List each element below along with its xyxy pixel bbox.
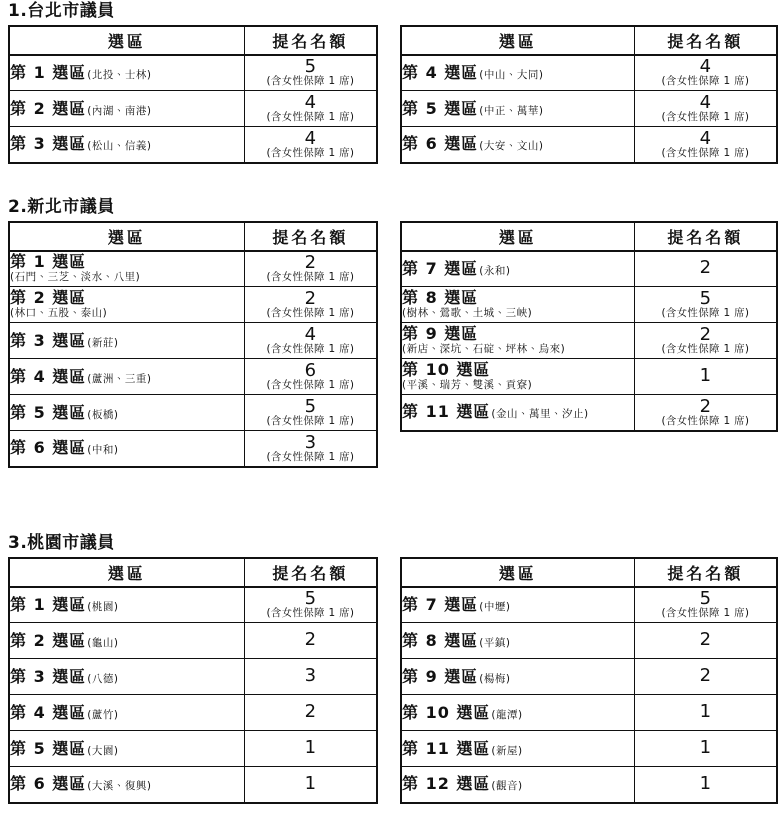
district-label: 第 11 選區: [402, 738, 491, 758]
quota-cell: [634, 767, 777, 803]
quota-number: 4: [699, 56, 712, 78]
table-row: [9, 767, 377, 803]
quota-cell: [244, 659, 377, 695]
column-header-quota: 提名名額: [634, 222, 777, 251]
female-quota-note: (含女性保障 1 席): [266, 110, 355, 123]
district-areas: (龍潭): [491, 708, 523, 721]
district-areas: (中和): [87, 444, 119, 457]
female-quota-note: (含女性保障 1 席): [266, 378, 355, 391]
quota-number: 6: [304, 360, 317, 382]
column-header-quota: 提名名額: [634, 558, 777, 587]
quota-cell: [634, 287, 777, 323]
section-title: 1.台北市議員: [8, 1, 115, 21]
quota-number: 2: [304, 701, 317, 723]
district-areas: (大溪、復興): [87, 780, 152, 793]
district-areas: (蘆洲、三重): [87, 372, 152, 385]
quota-table-taoyuan-right: [400, 557, 778, 804]
district-cell: [9, 395, 244, 431]
quota-cell: [634, 623, 777, 659]
district-label: 第 1 選區: [10, 252, 87, 272]
table-row: [9, 55, 377, 91]
quota-number: 3: [304, 431, 317, 453]
district-cell: [401, 659, 634, 695]
district-cell: [401, 127, 634, 163]
district-cell: [9, 251, 244, 287]
table-row: [401, 287, 777, 323]
table-row: [9, 91, 377, 127]
quota-cell: [634, 695, 777, 731]
quota-cell: [244, 55, 377, 91]
district-cell: [401, 91, 634, 127]
quota-number: 1: [699, 772, 712, 794]
table-row: [9, 287, 377, 323]
district-areas: (觀音): [491, 780, 523, 793]
district-areas: (松山、信義): [87, 140, 152, 153]
quota-cell: [634, 91, 777, 127]
district-label: 第 8 選區: [402, 630, 479, 650]
column-header-district: 選區: [401, 558, 634, 587]
column-header-district: 選區: [9, 558, 244, 587]
table-header-row: [9, 558, 377, 587]
district-areas: (平溪、瑞芳、雙溪、貢寮): [402, 379, 533, 392]
table-row: [9, 659, 377, 695]
district-areas: (內湖、南港): [87, 104, 152, 117]
district-label: 第 6 選區: [402, 134, 479, 154]
column-header-quota: 提名名額: [244, 558, 377, 587]
district-areas: (蘆竹): [87, 708, 119, 721]
district-areas: (桃園): [87, 600, 119, 613]
section-taipei: [0, 0, 783, 159]
quota-number: 2: [699, 629, 712, 651]
column-header-district: 選區: [9, 222, 244, 251]
table-row: [9, 395, 377, 431]
tables-row: [0, 221, 783, 463]
table-row: [401, 395, 777, 431]
table-row: [9, 323, 377, 359]
quota-cell: [244, 767, 377, 803]
quota-cell: [244, 695, 377, 731]
district-areas: (中山、大同): [479, 68, 544, 81]
quota-number: 1: [699, 365, 712, 387]
district-cell: [401, 55, 634, 91]
district-label: 第 5 選區: [10, 402, 87, 422]
district-areas: (新莊): [87, 336, 119, 349]
quota-number: 5: [304, 588, 317, 610]
female-quota-note: (含女性保障 1 席): [661, 306, 750, 319]
quota-number: 5: [699, 288, 712, 310]
district-cell: [9, 287, 244, 323]
district-areas: (北投、士林): [87, 68, 152, 81]
district-cell: [9, 659, 244, 695]
quota-cell: [244, 731, 377, 767]
table-row: [9, 251, 377, 287]
quota-number: 4: [699, 92, 712, 114]
district-label: 第 9 選區: [402, 324, 479, 344]
district-areas: (平鎮): [479, 636, 511, 649]
quota-number: 4: [304, 127, 317, 149]
district-areas: (板橋): [87, 408, 119, 421]
column-header-quota: 提名名額: [634, 26, 777, 55]
district-label: 第 10 選區: [402, 702, 491, 722]
table-row: [401, 695, 777, 731]
female-quota-note: (含女性保障 1 席): [266, 271, 355, 284]
district-areas: (林口、五股、泰山): [10, 307, 108, 320]
district-cell: [9, 587, 244, 623]
female-quota-note: (含女性保障 1 席): [266, 306, 355, 319]
quota-number: 5: [699, 588, 712, 610]
quota-number: 5: [304, 396, 317, 418]
female-quota-note: (含女性保障 1 席): [661, 607, 750, 620]
table-row: [401, 251, 777, 287]
quota-cell: [634, 731, 777, 767]
district-cell: [401, 323, 634, 359]
quota-number: 1: [699, 701, 712, 723]
district-cell: [401, 695, 634, 731]
quota-number: 4: [304, 324, 317, 346]
district-label: 第 4 選區: [10, 702, 87, 722]
quota-number: 2: [304, 252, 317, 274]
female-quota-note: (含女性保障 1 席): [661, 414, 750, 427]
table-row: [9, 695, 377, 731]
table-header-row: [401, 222, 777, 251]
quota-cell: [634, 587, 777, 623]
district-cell: [401, 287, 634, 323]
quota-cell: [634, 251, 777, 287]
table-row: [401, 55, 777, 91]
column-header-district: 選區: [401, 26, 634, 55]
district-cell: [401, 767, 634, 803]
female-quota-note: (含女性保障 1 席): [661, 75, 750, 88]
district-label: 第 7 選區: [402, 594, 479, 614]
district-areas: (龜山): [87, 636, 119, 649]
district-label: 第 5 選區: [402, 98, 479, 118]
district-label: 第 10 選區: [402, 360, 491, 380]
quota-number: 5: [304, 56, 317, 78]
table-header-row: [9, 222, 377, 251]
section-title: 3.桃園市議員: [8, 533, 115, 553]
district-areas: (樹林、鶯歌、土城、三峽): [402, 307, 533, 320]
female-quota-note: (含女性保障 1 席): [266, 146, 355, 159]
column-header-quota: 提名名額: [244, 222, 377, 251]
table-header-row: [401, 558, 777, 587]
female-quota-note: (含女性保障 1 席): [266, 342, 355, 355]
quota-table-new-taipei-right: [400, 221, 778, 432]
district-cell: [9, 127, 244, 163]
female-quota-note: (含女性保障 1 席): [266, 75, 355, 88]
district-areas: (楊梅): [479, 672, 511, 685]
section-title: 2.新北市議員: [8, 197, 115, 217]
table-row: [9, 623, 377, 659]
quota-number: 4: [304, 92, 317, 114]
quota-number: 2: [304, 288, 317, 310]
district-label: 第 5 選區: [10, 738, 87, 758]
table-row: [401, 767, 777, 803]
female-quota-note: (含女性保障 1 席): [266, 607, 355, 620]
district-cell: [401, 623, 634, 659]
table-row: [9, 127, 377, 163]
district-label: 第 6 選區: [10, 438, 87, 458]
quota-cell: [244, 323, 377, 359]
district-label: 第 2 選區: [10, 98, 87, 118]
district-label: 第 3 選區: [10, 330, 87, 350]
quota-number: 1: [304, 772, 317, 794]
table-header-row: [9, 26, 377, 55]
table-header-row: [401, 26, 777, 55]
district-cell: [9, 623, 244, 659]
district-label: 第 11 選區: [402, 402, 491, 422]
quota-cell: [634, 55, 777, 91]
quota-number: 2: [699, 665, 712, 687]
district-label: 第 8 選區: [402, 288, 479, 308]
district-label: 第 4 選區: [10, 366, 87, 386]
table-row: [401, 623, 777, 659]
district-cell: [401, 359, 634, 395]
table-row: [401, 91, 777, 127]
quota-number: 2: [699, 324, 712, 346]
district-label: 第 3 選區: [10, 666, 87, 686]
female-quota-note: (含女性保障 1 席): [661, 146, 750, 159]
table-row: [401, 587, 777, 623]
district-cell: [9, 731, 244, 767]
district-areas: (金山、萬里、汐止): [491, 408, 589, 421]
quota-cell: [244, 623, 377, 659]
quota-number: 2: [699, 257, 712, 279]
quota-number: 2: [699, 395, 712, 417]
district-label: 第 6 選區: [10, 774, 87, 794]
quota-cell: [634, 659, 777, 695]
female-quota-note: (含女性保障 1 席): [661, 110, 750, 123]
district-label: 第 1 選區: [10, 62, 87, 82]
district-areas: (八德): [87, 672, 119, 685]
quota-cell: [244, 395, 377, 431]
district-areas: (大安、文山): [479, 140, 544, 153]
district-areas: (新店、深坑、石碇、坪林、烏來): [402, 343, 566, 356]
district-cell: [9, 359, 244, 395]
district-areas: (新屋): [491, 744, 523, 757]
table-row: [401, 731, 777, 767]
quota-cell: [634, 127, 777, 163]
table-row: [9, 587, 377, 623]
district-cell: [401, 587, 634, 623]
district-cell: [401, 731, 634, 767]
female-quota-note: (含女性保障 1 席): [266, 450, 355, 463]
district-cell: [9, 431, 244, 467]
district-areas: (石門、三芝、淡水、八里): [10, 271, 141, 284]
table-row: [9, 731, 377, 767]
female-quota-note: (含女性保障 1 席): [266, 414, 355, 427]
district-label: 第 7 選區: [402, 258, 479, 278]
district-cell: [401, 251, 634, 287]
district-label: 第 2 選區: [10, 630, 87, 650]
table-row: [9, 359, 377, 395]
district-label: 第 3 選區: [10, 134, 87, 154]
table-row: [401, 659, 777, 695]
quota-number: 4: [699, 127, 712, 149]
table-row: [9, 431, 377, 467]
district-cell: [401, 395, 634, 431]
column-header-district: 選區: [9, 26, 244, 55]
quota-cell: [634, 395, 777, 431]
quota-table-taoyuan-left: [8, 557, 378, 804]
quota-cell: [244, 431, 377, 467]
district-cell: [9, 767, 244, 803]
table-row: [401, 127, 777, 163]
quota-cell: [244, 127, 377, 163]
district-areas: (永和): [479, 264, 511, 277]
quota-cell: [244, 359, 377, 395]
quota-cell: [244, 251, 377, 287]
district-label: 第 9 選區: [402, 666, 479, 686]
tables-row: [0, 25, 783, 159]
column-header-quota: 提名名額: [244, 26, 377, 55]
quota-table-taipei-right: [400, 25, 778, 164]
section-taoyuan: [0, 532, 783, 794]
district-label: 第 12 選區: [402, 774, 491, 794]
table-row: [401, 323, 777, 359]
district-cell: [9, 695, 244, 731]
quota-number: 2: [304, 629, 317, 651]
district-cell: [9, 323, 244, 359]
quota-cell: [244, 287, 377, 323]
quota-table-new-taipei-left: [8, 221, 378, 468]
district-label: 第 1 選區: [10, 594, 87, 614]
column-header-district: 選區: [401, 222, 634, 251]
quota-table-taipei-left: [8, 25, 378, 164]
table-row: [401, 359, 777, 395]
section-new-taipei: [0, 196, 783, 463]
quota-cell: [634, 359, 777, 395]
quota-number: 1: [699, 737, 712, 759]
district-areas: (中正、萬華): [479, 104, 544, 117]
quota-number: 3: [304, 665, 317, 687]
district-label: 第 4 選區: [402, 62, 479, 82]
quota-cell: [244, 91, 377, 127]
district-areas: (中壢): [479, 600, 511, 613]
district-cell: [9, 91, 244, 127]
quota-cell: [244, 587, 377, 623]
female-quota-note: (含女性保障 1 席): [661, 342, 750, 355]
quota-number: 1: [304, 737, 317, 759]
quota-cell: [634, 323, 777, 359]
district-cell: [9, 55, 244, 91]
district-areas: (大園): [87, 744, 119, 757]
district-label: 第 2 選區: [10, 288, 87, 308]
tables-row: [0, 557, 783, 794]
